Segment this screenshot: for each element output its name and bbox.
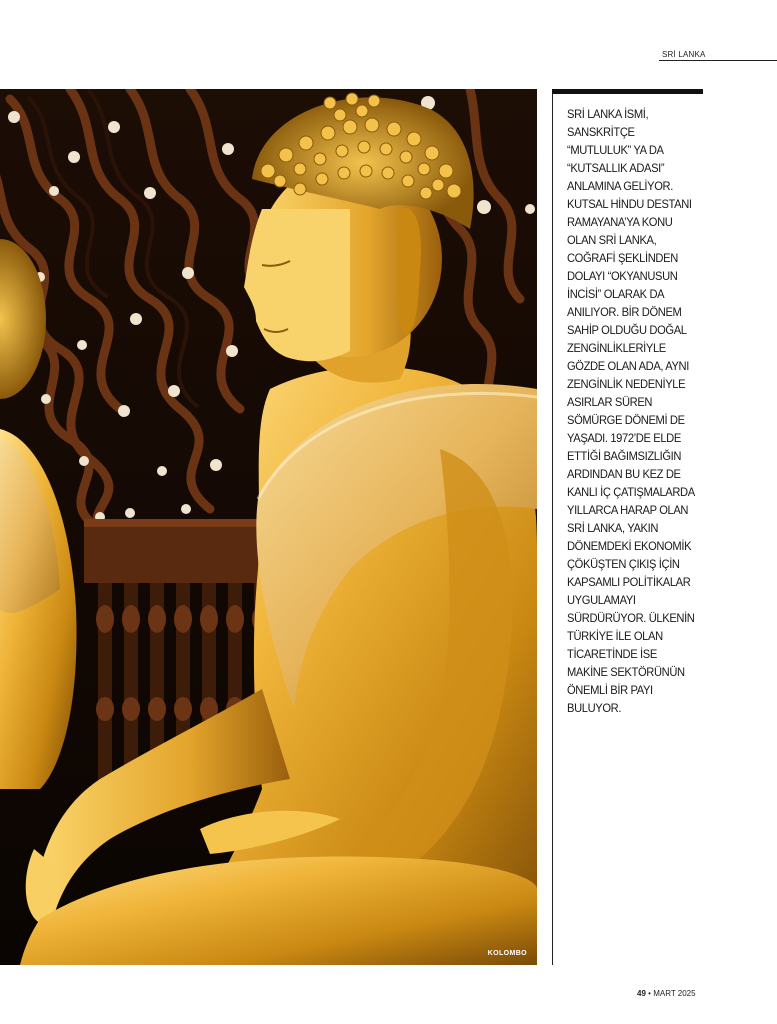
body-text-line: RAMAYANA’YA KONU <box>567 215 673 229</box>
body-text <box>567 105 697 717</box>
body-text-line: “KUTSALLIK ADASI” <box>567 161 665 175</box>
body-text-line: ANILIYOR. BİR DÖNEM <box>567 305 682 319</box>
body-text-line: SÜRDÜRÜYOR. ÜLKENİN <box>567 611 695 625</box>
body-text-line: SRİ LANKA İSMİ, <box>567 107 649 121</box>
body-text-line: DOLAYI “OKYANUSUN <box>567 269 678 283</box>
body-text-line: İNCİSİ” OLARAK DA <box>567 287 665 301</box>
body-text-line: BULUYOR. <box>567 701 622 715</box>
column-rule-vertical <box>552 89 553 965</box>
body-text-line: KANLI İÇ ÇATIŞMALARDA <box>567 485 695 499</box>
body-text-line: KUTSAL HİNDU DESTANI <box>567 197 692 211</box>
body-text-line: ZENGİNLİK NEDENİYLE <box>567 377 686 391</box>
body-text-line: YILLARCA HARAP OLAN <box>567 503 689 517</box>
page-number: 49 <box>637 989 646 998</box>
body-text-line: KAPSAMLI POLİTİKALAR <box>567 575 691 589</box>
body-text-line: SANSKRİTÇE <box>567 125 635 139</box>
section-label: SRİ LANKA <box>662 50 706 59</box>
body-text-line: ARDINDAN BU KEZ DE <box>567 467 681 481</box>
body-text-line: SRİ LANKA, YAKIN <box>567 521 659 535</box>
buddha-statues-illustration <box>0 89 537 965</box>
body-text-line: ÖNEMLİ BİR PAYI <box>567 683 653 697</box>
folio-separator: • <box>648 989 651 998</box>
column-rule-top <box>552 89 703 94</box>
body-text-line: SAHİP OLDUĞU DOĞAL <box>567 323 687 337</box>
body-text-line: SÖMÜRGE DÖNEMİ DE <box>567 413 685 427</box>
body-text-line: UYGULAMAYI <box>567 593 636 607</box>
body-text-line: MAKİNE SEKTÖRÜNÜN <box>567 665 685 679</box>
body-text-line: COĞRAFİ ŞEKLİNDEN <box>567 251 678 265</box>
body-text-line: ETTİĞİ BAĞIMSIZLIĞIN <box>567 449 682 463</box>
body-text-line: ANLAMINA GELİYOR. <box>567 179 673 193</box>
section-rule <box>659 60 777 61</box>
body-text-line: “MUTLULUK” YA DA <box>567 143 664 157</box>
issue-date: MART 2025 <box>653 989 696 998</box>
folio <box>637 989 696 998</box>
body-text-line: ZENGİNLİKLERİYLE <box>567 341 666 355</box>
body-text-line: TÜRKİYE İLE OLAN <box>567 629 663 643</box>
body-text-line: DÖNEMDEKİ EKONOMİK <box>567 539 692 553</box>
body-text-line: YAŞADI. 1972’DE ELDE <box>567 431 681 445</box>
body-text-line: ASIRLAR SÜREN <box>567 395 653 409</box>
body-text-line: TİCARETİNDE İSE <box>567 647 657 661</box>
body-text-line: OLAN SRİ LANKA, <box>567 233 657 247</box>
photo-credit: KOLOMBO <box>487 950 527 957</box>
body-text-line: GÖZDE OLAN ADA, AYNI <box>567 359 689 373</box>
hero-photo <box>0 89 537 965</box>
body-text-line: ÇÖKÜŞTEN ÇIKIŞ İÇİN <box>567 557 680 571</box>
